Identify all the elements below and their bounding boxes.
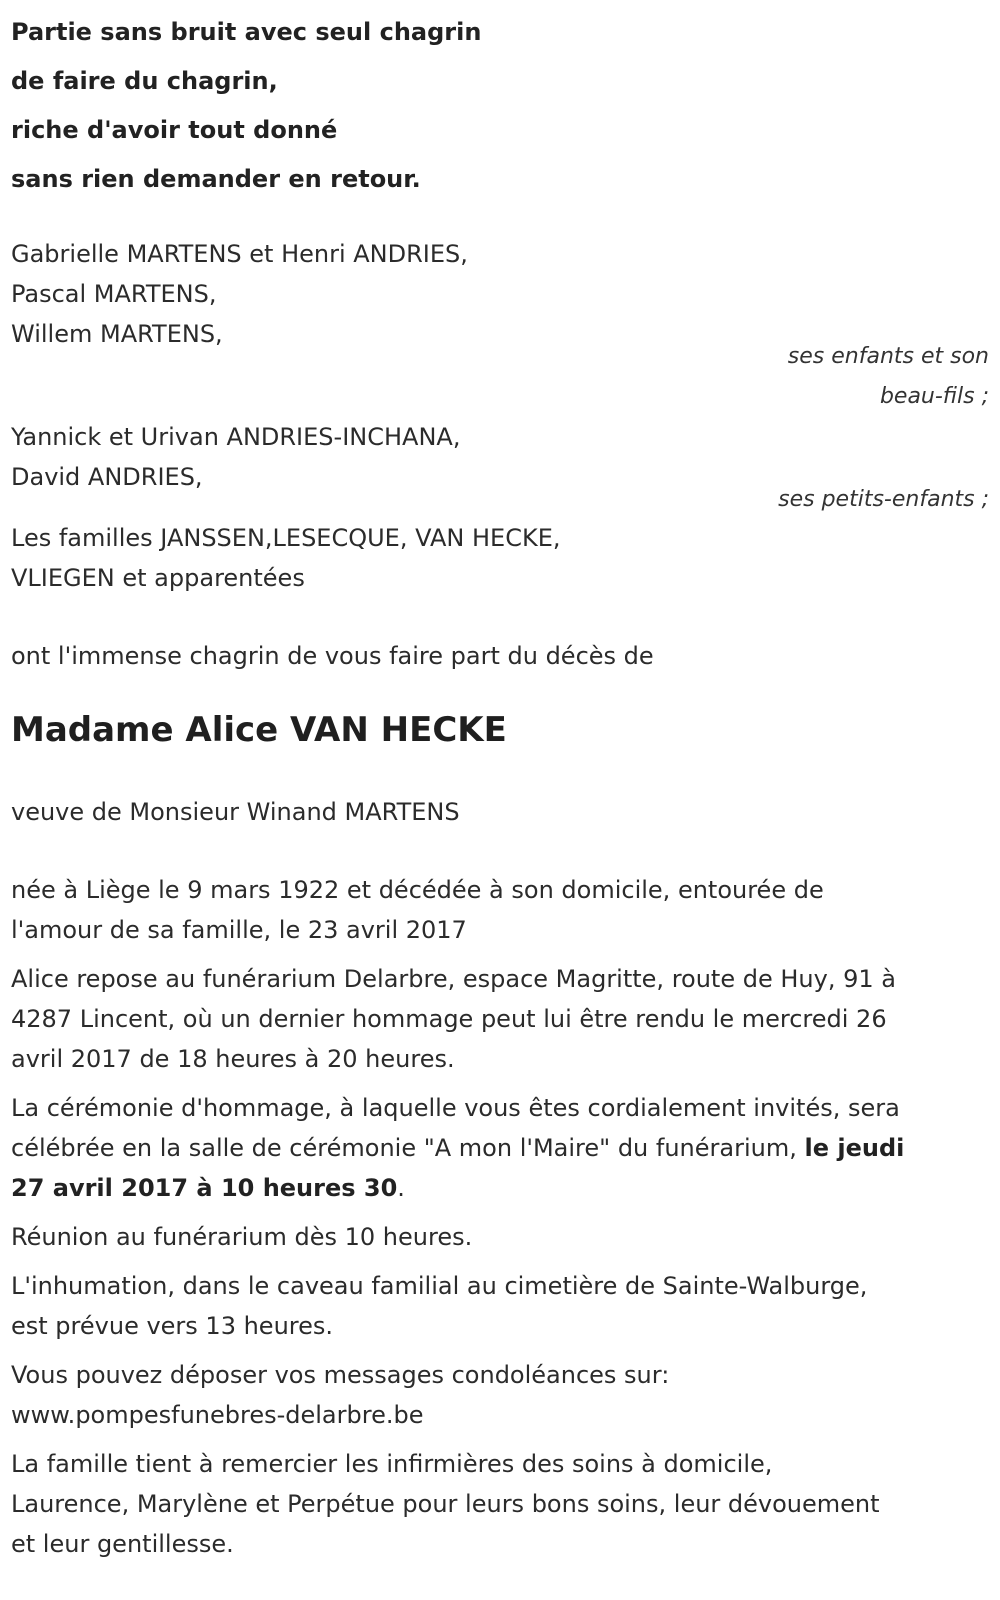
ceremony-date-bold: 27 avril 2017 à 10 heures 30 [11, 1174, 398, 1202]
deceased-name: Madame Alice VAN HECKE [11, 710, 507, 750]
poem-line: sans rien demander en retour. [11, 165, 421, 193]
ceremony-date-bold: le jeudi [804, 1134, 905, 1162]
relation-label: ses petits-enfants ; [778, 487, 989, 512]
poem-line: riche d'avoir tout donné [11, 116, 338, 144]
grandchild-name: David ANDRIES, [11, 463, 203, 491]
grandchild-name: Yannick et Urivan ANDRIES-INCHANA, [11, 423, 461, 451]
family-line: VLIEGEN et apparentées [11, 564, 305, 592]
announcement-text: ont l'immense chagrin de vous faire part du décès de [11, 642, 654, 670]
paragraph-line: 4287 Lincent, où un dernier hommage peut lui être rendu le mercredi 26 [11, 1005, 887, 1033]
poem-line: Partie sans bruit avec seul chagrin [11, 18, 482, 46]
condolences-paragraph [11, 1355, 989, 1435]
ceremony-text: . [397, 1174, 405, 1202]
ceremony-text: célébrée en la salle de cérémonie "A mon l'Maire" du funérarium, [11, 1134, 805, 1162]
paragraph-line: Laurence, Marylène et Perpétue pour leurs bons soins, leur dévouement [11, 1490, 880, 1518]
child-name: Willem MARTENS, [11, 320, 223, 348]
family-line: Les familles JANSSEN,LESECQUE, VAN HECKE, [11, 524, 561, 552]
viewing-paragraph [11, 959, 989, 1079]
paragraph-line: La cérémonie d'hommage, à laquelle vous êtes cordialement invités, sera [11, 1094, 900, 1122]
families-list [11, 518, 989, 598]
paragraph-line: née à Liège le 9 mars 1922 et décédée à son domicile, entourée de [11, 876, 824, 904]
children-list [11, 234, 989, 354]
poem [11, 8, 989, 204]
paragraph-line: avril 2017 de 18 heures à 20 heures. [11, 1045, 455, 1073]
paragraph-line: Alice repose au funérarium Delarbre, espace Magritte, route de Huy, 91 à [11, 965, 896, 993]
burial-paragraph [11, 1266, 989, 1346]
paragraph-line: L'inhumation, dans le caveau familial au cimetière de Sainte-Walburge, [11, 1272, 868, 1300]
relation-label: ses enfants et son [787, 344, 989, 369]
paragraph-line: Vous pouvez déposer vos messages condoléances sur: [11, 1361, 670, 1389]
condolences-website: www.pompesfunebres-delarbre.be [11, 1401, 424, 1429]
paragraph-line: l'amour de sa famille, le 23 avril 2017 [11, 916, 467, 944]
thanks-paragraph [11, 1444, 989, 1564]
paragraph-line: et leur gentillesse. [11, 1530, 234, 1558]
ceremony-paragraph [11, 1088, 989, 1208]
birth-death-paragraph [11, 870, 989, 950]
relation-label: beau-fils ; [879, 384, 989, 409]
death-notice [11, 0, 989, 1564]
paragraph-line [11, 1128, 989, 1168]
meeting-text: Réunion au funérarium dès 10 heures. [11, 1223, 473, 1251]
paragraph-line: La famille tient à remercier les infirmières des soins à domicile, [11, 1450, 773, 1478]
paragraph-line [11, 1168, 989, 1208]
child-name: Pascal MARTENS, [11, 280, 217, 308]
child-name: Gabrielle MARTENS et Henri ANDRIES, [11, 240, 468, 268]
widow-of-text: veuve de Monsieur Winand MARTENS [11, 798, 460, 826]
paragraph-line: est prévue vers 13 heures. [11, 1312, 334, 1340]
poem-line: de faire du chagrin, [11, 67, 278, 95]
